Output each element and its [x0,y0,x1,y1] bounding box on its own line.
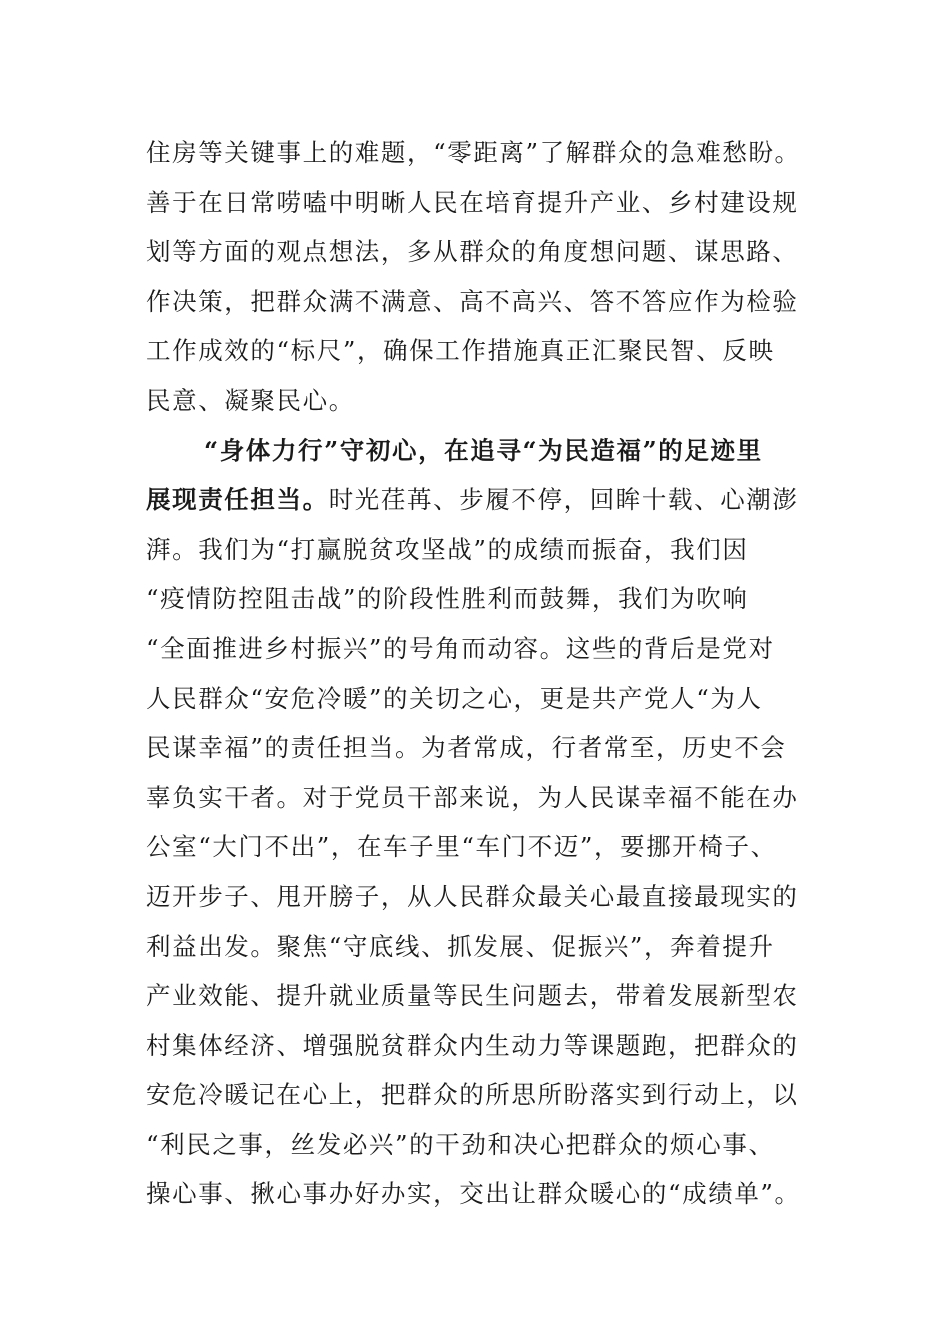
text-line: 辜负实干者。对于党员干部来说，为人民谋幸福不能在办 [146,782,799,812]
text-line-mixed [146,475,806,525]
section-heading-line: “身体力行”守初心，在追寻“为民造福”的足迹里 [204,435,763,465]
text-line: 划等方面的观点想法，多从群众的角度想问题、谋思路、 [146,237,799,267]
body-text [146,128,806,1219]
text-line: 民谋幸福”的责任担当。为者常成，行者常至，历史不会 [146,733,787,763]
text-line: 民意、凝聚民心。 [146,385,355,415]
text-line: 住房等关键事上的难题，“零距离”了解群众的急难愁盼。 [146,138,801,167]
text-line: “利民之事，丝发必兴”的干劲和决心把群众的烦心事、 [146,1129,775,1159]
text-line: 安危冷暖记在心上，把群众的所思所盼落实到行动上，以 [146,1080,799,1110]
text-line: 迈开步子、甩开膀子，从人民群众最关心最直接最现实的 [146,881,799,911]
text-line: “疫情防控阻击战”的阶段性胜利而鼓舞，我们为吹响 [146,584,749,614]
text-line: 工作成效的“标尺”，确保工作措施真正汇聚民智、反映 [146,336,775,366]
text-line: 操心事、揪心事办好办实，交出让群众暖心的“成绩单”。 [146,1179,801,1209]
text-line: “全面推进乡村振兴”的号角而动容。这些的背后是党对 [146,633,775,663]
text-line: 人民群众“安危冷暖”的关切之心，更是共产党人“为人 [146,683,763,713]
section-heading-tail: 展现责任担当。 [146,485,329,515]
text-line: 湃。我们为“打赢脱贫攻坚战”的成绩而振奋，我们因 [146,534,749,564]
text-line: 善于在日常唠嗑中明晰人民在培育提升产业、乡村建设规 [146,187,799,217]
text-line: 产业效能、提升就业质量等民生问题去，带着发展新型农 [146,981,799,1011]
text-line: 村集体经济、增强脱贫群众内生动力等课题跑，把群众的 [146,1030,799,1060]
text-line: 作决策，把群众满不满意、高不高兴、答不答应作为检验 [146,286,799,316]
paragraph-text: 时光荏苒、步履不停，回眸十载、心潮澎 [328,485,799,515]
text-line: 利益出发。聚焦“守底线、抓发展、促振兴”，奔着提升 [146,931,775,961]
text-line: 公室“大门不出”，在车子里“车门不迈”，要挪开椅子、 [146,832,777,862]
